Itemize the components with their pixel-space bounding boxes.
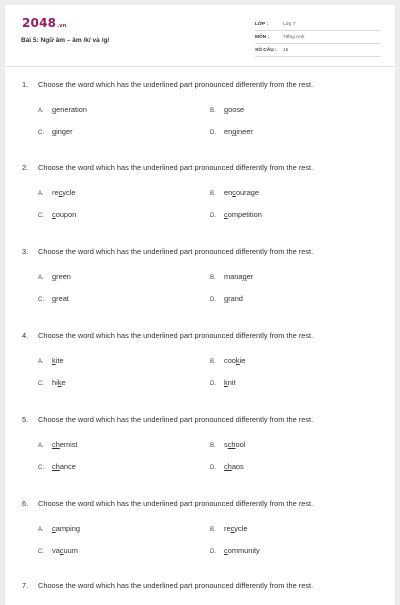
- question-text: Choose the word which has the underlined part pronounced differently from the rest.: [38, 415, 314, 424]
- word-part: ool: [235, 440, 246, 449]
- question-text: Choose the word which has the underlined part pronounced differently from the rest.: [38, 80, 314, 89]
- option-word: [224, 546, 260, 556]
- option-letter: A.: [38, 443, 44, 449]
- word-part: ite: [55, 356, 64, 365]
- word-part: mana: [224, 272, 243, 281]
- option-word: [224, 378, 236, 388]
- option-letter: B.: [210, 191, 216, 197]
- logo-suffix: .vn: [57, 23, 67, 29]
- underlined-part: g: [224, 294, 229, 303]
- option-letter: C.: [38, 213, 44, 219]
- option-word: [224, 462, 244, 472]
- underlined-part: g: [52, 272, 57, 281]
- underlined-part: c: [224, 546, 228, 555]
- underlined-part: c: [52, 524, 56, 533]
- answer-option[interactable]: [210, 272, 360, 283]
- meta-row-subject: [255, 31, 381, 44]
- underlined-part: k: [224, 378, 228, 387]
- meta-value: Lớp 7: [283, 21, 296, 27]
- underlined-part: g: [242, 272, 247, 281]
- option-word: [224, 440, 245, 450]
- question-stem: [5, 499, 395, 509]
- option-word: [224, 272, 253, 282]
- option-word: [52, 546, 78, 556]
- word-part: en: [224, 127, 233, 136]
- option-word: [52, 294, 69, 304]
- word-part: inger: [56, 127, 73, 136]
- option-letter: C.: [38, 130, 44, 136]
- option-letter: D.: [210, 297, 216, 303]
- question-stem: [5, 163, 395, 173]
- question-text: Choose the word which has the underlined part pronounced differently from the rest.: [38, 163, 314, 172]
- option-letter: B.: [210, 275, 216, 281]
- option-letter: B.: [210, 108, 216, 114]
- question-text: Choose the word which has the underlined part pronounced differently from the rest.: [38, 581, 314, 590]
- underlined-part: c: [58, 188, 63, 197]
- option-word: [224, 210, 262, 220]
- answer-option[interactable]: [38, 294, 210, 305]
- option-word: [52, 272, 71, 282]
- option-word: [52, 462, 76, 472]
- underlined-part: g: [52, 294, 57, 303]
- underlined-part: ch: [224, 462, 232, 471]
- option-word: [224, 524, 247, 534]
- question-text: Choose the word which has the underlined part pronounced differently from the rest.: [38, 499, 314, 508]
- question-block: [5, 247, 395, 305]
- answer-option[interactable]: [210, 294, 360, 305]
- option-letter: A.: [38, 191, 44, 197]
- answer-option[interactable]: [210, 356, 360, 367]
- underlined-part: k: [57, 378, 62, 387]
- answer-option[interactable]: [210, 127, 360, 138]
- answer-options: [5, 524, 395, 557]
- question-number: 6.: [22, 499, 29, 508]
- option-letter: A.: [38, 527, 44, 533]
- question-block: [5, 80, 395, 138]
- answer-option[interactable]: [38, 127, 210, 138]
- question-block: [5, 331, 395, 389]
- answer-option[interactable]: [38, 188, 210, 199]
- option-letter: C.: [38, 549, 44, 555]
- option-letter: D.: [210, 549, 216, 555]
- question-number: 5.: [22, 415, 29, 424]
- question-block: [5, 415, 395, 473]
- question-stem: [5, 80, 395, 90]
- word-part: ineer: [236, 127, 253, 136]
- word-part: oose: [228, 105, 245, 114]
- question-block: [5, 499, 395, 557]
- answer-option[interactable]: [210, 105, 360, 116]
- meta-value: 15: [283, 47, 289, 53]
- option-word: [224, 294, 243, 304]
- question-stem: [5, 331, 395, 341]
- word-part: amping: [55, 524, 80, 533]
- question-number: 3.: [22, 247, 29, 256]
- word-part: reen: [56, 272, 71, 281]
- option-letter: D.: [210, 130, 216, 136]
- word-part: coo: [224, 356, 236, 365]
- option-letter: D.: [210, 465, 216, 471]
- answer-option[interactable]: [38, 440, 210, 451]
- word-part: ommunity: [227, 546, 260, 555]
- question-block: [5, 163, 395, 221]
- meta-label: MÔN :: [255, 34, 270, 40]
- answer-option[interactable]: [210, 210, 360, 221]
- option-letter: A.: [38, 108, 44, 114]
- meta-label: SỐ CÂU :: [255, 47, 277, 53]
- meta-row-question-count: [255, 44, 381, 57]
- option-letter: B.: [210, 443, 216, 449]
- underlined-part: g: [52, 127, 57, 136]
- option-letter: C.: [38, 297, 44, 303]
- underlined-part: k: [235, 356, 240, 365]
- answer-option[interactable]: [210, 546, 360, 557]
- option-word: [224, 105, 244, 115]
- word-part: s: [224, 440, 228, 449]
- word-part: re: [224, 524, 231, 533]
- answer-option[interactable]: [38, 378, 210, 389]
- question-stem: [5, 247, 395, 257]
- meta-table: [255, 18, 381, 57]
- answer-option[interactable]: [210, 462, 360, 473]
- word-part: aos: [231, 462, 244, 471]
- word-part: oupon: [55, 210, 77, 219]
- word-part: e: [61, 378, 66, 387]
- answer-options: [5, 356, 395, 389]
- word-part: uum: [63, 546, 78, 555]
- word-part: re: [52, 188, 59, 197]
- answer-option[interactable]: [38, 272, 210, 283]
- word-part: ourage: [235, 188, 259, 197]
- underlined-part: g: [52, 105, 57, 114]
- option-word: [224, 356, 245, 366]
- option-letter: C.: [38, 465, 44, 471]
- word-part: emist: [59, 440, 78, 449]
- underlined-part: c: [224, 210, 228, 219]
- word-part: eneration: [56, 105, 87, 114]
- answer-option[interactable]: [210, 440, 360, 451]
- option-word: [224, 127, 253, 137]
- underlined-part: ch: [227, 440, 236, 449]
- option-letter: B.: [210, 527, 216, 533]
- underlined-part: c: [59, 546, 64, 555]
- answer-option[interactable]: [210, 378, 360, 389]
- underlined-part: ch: [52, 440, 60, 449]
- option-word: [52, 105, 87, 115]
- word-part: nit: [227, 378, 236, 387]
- question-block: [5, 581, 395, 591]
- option-word: [224, 188, 259, 198]
- word-part: reat: [56, 294, 69, 303]
- option-word: [52, 440, 77, 450]
- meta-label: LỚP :: [255, 21, 269, 27]
- question-text: Choose the word which has the underlined part pronounced differently from the rest.: [38, 331, 314, 340]
- site-logo[interactable]: [22, 16, 67, 30]
- word-part: ie: [239, 356, 246, 365]
- underlined-part: k: [52, 356, 56, 365]
- meta-value: Tiếng Anh: [283, 34, 305, 40]
- meta-row-class: [255, 18, 381, 31]
- underlined-part: g: [224, 105, 229, 114]
- answer-option[interactable]: [210, 188, 360, 199]
- word-part: ompetition: [227, 210, 262, 219]
- option-word: [52, 378, 66, 388]
- underlined-part: c: [232, 188, 236, 197]
- option-word: [52, 188, 75, 198]
- option-word: [52, 356, 64, 366]
- answer-option[interactable]: [38, 210, 210, 221]
- worksheet-page: [5, 5, 395, 605]
- logo-text: 2048: [22, 16, 57, 30]
- option-word: [52, 524, 80, 534]
- answer-option[interactable]: [38, 105, 210, 116]
- worksheet-header: [5, 5, 395, 67]
- answer-options: [5, 440, 395, 473]
- answer-option[interactable]: [210, 524, 360, 535]
- underlined-part: c: [52, 210, 56, 219]
- option-word: [52, 210, 76, 220]
- word-part: ance: [59, 462, 76, 471]
- word-part: ycle: [234, 524, 248, 533]
- word-part: va: [52, 546, 60, 555]
- word-part: ycle: [62, 188, 76, 197]
- underlined-part: ch: [52, 462, 60, 471]
- word-part: en: [224, 188, 233, 197]
- option-letter: D.: [210, 381, 216, 387]
- option-letter: D.: [210, 213, 216, 219]
- answer-option[interactable]: [38, 546, 210, 557]
- answer-options: [5, 105, 395, 138]
- option-letter: B.: [210, 359, 216, 365]
- word-part: rand: [228, 294, 243, 303]
- option-letter: A.: [38, 359, 44, 365]
- question-number: 7.: [22, 581, 29, 590]
- underlined-part: g: [232, 127, 237, 136]
- option-word: [52, 127, 73, 137]
- question-stem: [5, 415, 395, 425]
- option-letter: A.: [38, 275, 44, 281]
- question-number: 1.: [22, 80, 29, 89]
- lesson-title: Bài 5: Ngữ âm – âm /k/ và /g/: [21, 37, 110, 44]
- underlined-part: c: [230, 524, 235, 533]
- answer-option[interactable]: [38, 524, 210, 535]
- word-part: hi: [52, 378, 58, 387]
- answer-option[interactable]: [38, 462, 210, 473]
- option-letter: C.: [38, 381, 44, 387]
- question-stem: [5, 581, 395, 591]
- answer-option[interactable]: [38, 356, 210, 367]
- answer-options: [5, 188, 395, 221]
- question-number: 2.: [22, 163, 29, 172]
- question-number: 4.: [22, 331, 29, 340]
- question-text: Choose the word which has the underlined part pronounced differently from the rest.: [38, 247, 314, 256]
- word-part: er: [246, 272, 254, 281]
- answer-options: [5, 272, 395, 305]
